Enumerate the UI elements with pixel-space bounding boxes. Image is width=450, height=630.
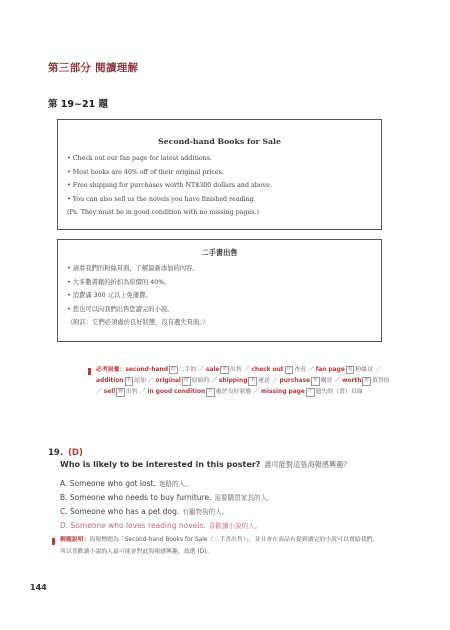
- option-b: [60, 492, 274, 502]
- question-text: [60, 460, 351, 470]
- option-translation: 有寵物狗的人。: [182, 508, 229, 516]
- page-number: 144: [30, 583, 47, 592]
- part-of-speech-tag: 片: [285, 366, 294, 374]
- part-of-speech-tag: 形: [169, 366, 178, 374]
- question-answer: (D): [68, 448, 83, 458]
- option-translation: 喜歡讀小說的人。: [208, 522, 262, 530]
- vocab-word: worth: [342, 378, 362, 385]
- option-a: [60, 478, 192, 488]
- vocab-meaning: 原始的: [191, 378, 210, 385]
- poster-bullet-zh: • 消費滿 300 元以上免運費。: [67, 292, 152, 299]
- poster-bullet-zh: • 請看我們的粉絲頁面，了解最新添加的內容。: [67, 265, 199, 272]
- vocab-meaning: 二手的: [178, 367, 197, 373]
- poster-title-zh: 二手書出售: [201, 248, 238, 257]
- question-number: 19.: [48, 448, 64, 458]
- vocab-word: sale: [205, 367, 220, 373]
- vocab-word: missing page: [260, 389, 305, 396]
- poster-bullet: • You can also sell us the novels you have finished reading.: [67, 195, 256, 203]
- vocab-word: addition: [96, 378, 124, 385]
- question-text-en: Who is likely to be interested in this poster?: [60, 460, 261, 469]
- part-of-speech-tag: 形: [182, 377, 191, 385]
- part-of-speech-tag: 名: [125, 377, 134, 385]
- poster-bullet: • Check out our fan page for latest additions.: [67, 155, 212, 162]
- part-of-speech-tag: 片: [206, 388, 215, 396]
- vocabulary-label: 必考詞彙：: [96, 367, 126, 373]
- option-label: A. Someone who got lost.: [60, 479, 156, 488]
- vocabulary-section: [96, 365, 396, 399]
- poster-bullet: • Most books are 40% off of their original prices.: [67, 168, 224, 176]
- part-of-speech-tag: 形: [362, 377, 371, 385]
- poster-bullets: [58, 152, 381, 220]
- poster-note-zh: （附註：它們必須處於良好狀態，沒有遺失頁面。）: [67, 319, 209, 326]
- part-of-speech-tag: 名: [248, 377, 257, 385]
- section-marker-icon: [88, 368, 91, 375]
- section-title: 第三部分 閱讀理解: [48, 62, 139, 74]
- vocab-meaning: 處於良好狀態: [215, 389, 252, 396]
- poster-bullet-zh: • 大多數書籍的折扣為原價的 40%。: [67, 278, 171, 286]
- poster-title: Second-hand Books for Sale: [158, 137, 281, 146]
- part-of-speech-tag: 名: [346, 366, 355, 374]
- vocab-meaning: 購買: [320, 378, 333, 385]
- option-d: [60, 520, 261, 530]
- poster-english: [57, 119, 382, 230]
- vocab-meaning: 遺失的（書）頁面: [315, 389, 363, 396]
- option-label: D. Someone who loves reading novels.: [60, 521, 206, 530]
- vocabulary-list: second-hand 形 二手的 ／ sale 名 出售 ／ check out 片 查看 ／ fan page 名 粉絲頁 ／ addition 名 添加 ／ original 形 原始的 ／ shipping 名 運送 ／ purchase 名 購買 ／ worth 形 值得的 ／ sell 動 出售 ／ in good condition 片 處於良好狀態 ／ missing page 片 遺失的（書）頁面: [96, 367, 390, 396]
- vocab-word: sell: [103, 389, 116, 396]
- poster-bullet: • Free shipping for purchases worth NT$300 dollars and above.: [67, 182, 272, 189]
- option-label: B. Someone who needs to buy furniture.: [60, 493, 212, 502]
- vocab-word: purchase: [279, 378, 310, 385]
- option-translation: 需要購買家具的人。: [214, 494, 274, 502]
- vocab-word: in good condition: [147, 389, 206, 396]
- vocab-meaning: 運送: [258, 378, 270, 385]
- question-text-zh: 誰可能對這張海報感興趣？: [264, 460, 351, 469]
- poster-bullets-zh: [58, 262, 381, 330]
- option-label: C. Someone who has a pet dog.: [60, 507, 180, 516]
- vocab-meaning: 查看: [294, 367, 306, 373]
- vocab-word: second-hand: [125, 367, 168, 373]
- vocab-meaning: 出售: [229, 367, 242, 373]
- vocab-meaning: 出售: [125, 389, 138, 396]
- poster-chinese: [57, 239, 382, 342]
- part-of-speech-tag: 名: [311, 377, 320, 385]
- option-c: [60, 506, 228, 516]
- vocab-meaning: 粉絲頁: [355, 367, 374, 373]
- question-range: 第 19~21 題: [48, 99, 109, 110]
- section-marker-icon: [52, 538, 55, 545]
- vocab-meaning: 值得的: [372, 378, 390, 385]
- explanation-text: 海報標題為「Second-hand Books for Sale（二手書出售）」，並且會在商品有提到讀完的小說可以賣給我們，所以喜歡讀小說的人最可能會對此海報感興趣，故選 (D)。: [60, 537, 379, 555]
- part-of-speech-tag: 片: [306, 388, 315, 396]
- option-translation: 迷路的人。: [158, 480, 192, 488]
- part-of-speech-tag: 動: [116, 388, 125, 396]
- vocab-word: shipping: [218, 378, 248, 385]
- vocab-word: original: [155, 378, 181, 385]
- vocab-word: check out: [251, 367, 284, 373]
- vocab-word: fan page: [315, 367, 345, 373]
- part-of-speech-tag: 名: [220, 366, 229, 374]
- explanation-section: [60, 535, 380, 558]
- poster-bullet-zh: • 您也可以向我們出售您讀完的小說。: [67, 305, 174, 313]
- explanation-label: 解題說明：: [60, 537, 90, 543]
- vocab-meaning: 添加: [134, 378, 146, 385]
- poster-note: (Ps. They must be in good condition with no missing pages.): [67, 209, 259, 216]
